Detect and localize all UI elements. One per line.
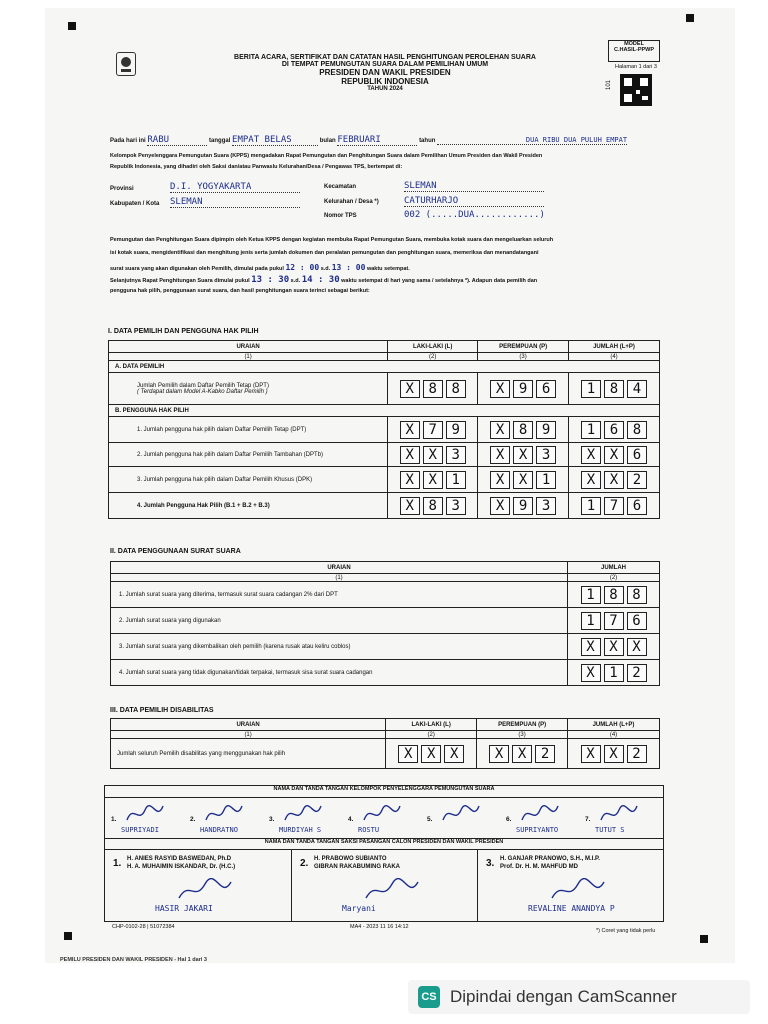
digit-box: X xyxy=(604,446,624,464)
digit-box: 6 xyxy=(627,497,647,515)
saksi-number: 3. xyxy=(486,858,495,869)
digit-box: 7 xyxy=(604,612,624,630)
col-uraian: URAIAN xyxy=(111,562,568,574)
digit-box: X xyxy=(400,471,420,489)
value-boxes xyxy=(478,421,568,439)
col-jumlah: JUMLAH xyxy=(568,562,660,574)
col-num: (2) xyxy=(386,731,477,739)
b-row-label: 3. Jumlah pengguna hak pilih dalam Daftar Pemilih Khusus (DPK) xyxy=(109,467,388,493)
digit-box: 8 xyxy=(627,586,647,604)
digit-box: 3 xyxy=(536,497,556,515)
section-b-title: B. PENGGUNA HAK PILIH xyxy=(109,405,660,417)
corner-marker xyxy=(64,932,72,940)
b-row-label: 4. Jumlah Pengguna Hak Pilih (B.1 + B.2 + B.3) xyxy=(109,493,388,519)
kpps-name: ROSTU xyxy=(358,826,380,834)
paragraph-line-2: isi kotak suara, mengidentifikasi dan menghitung jenis serta jumlah dokumen dan peralatan pemungutan dan penghitungan suara, memeriksa dan menandatangani xyxy=(110,250,539,256)
digit-box: 2 xyxy=(535,745,555,763)
value-boxes xyxy=(568,638,659,656)
value-boxes xyxy=(568,745,659,763)
kpps-number: 5. xyxy=(427,816,433,823)
col-perempuan: PEREMPUAN (P) xyxy=(477,719,568,731)
signature-scribble-icon xyxy=(204,802,244,826)
col-jumlah: JUMLAH (L+P) xyxy=(569,341,660,353)
signature-scribble-icon xyxy=(548,878,608,902)
value-boxes xyxy=(478,471,568,489)
digit-box: X xyxy=(489,745,509,763)
section-1-table xyxy=(108,340,660,519)
candidate-line-2: Prof. Dr. H. M. MAHFUD MD xyxy=(500,864,578,870)
page-info: Halaman 1 dari 3 xyxy=(615,64,657,70)
digit-box: 4 xyxy=(627,380,647,398)
digit-box: X xyxy=(604,638,624,656)
candidate-line-2: GIBRAN RAKABUMING RAKA xyxy=(314,864,400,870)
section-1-title: I. DATA PEMILIH DAN PENGGUNA HAK PILIH xyxy=(108,328,259,335)
digit-box: 1 xyxy=(581,421,601,439)
digit-box: 9 xyxy=(536,421,556,439)
digit-box: X xyxy=(400,497,420,515)
col-laki: LAKI-LAKI (L) xyxy=(388,341,478,353)
value-boxes xyxy=(388,497,477,515)
ballot-row-label: 3. Jumlah surat suara yang dikembalikan oleh pemilih (karena rusak atau keliru coblos) xyxy=(111,634,568,660)
digit-box: 1 xyxy=(581,497,601,515)
col-num: (1) xyxy=(109,353,388,361)
ballot-row-label: 1. Jumlah surat suara yang diterima, termasuk surat suara cadangan 2% dari DPT xyxy=(111,582,568,608)
b-row-label: 1. Jumlah pengguna hak pilih dalam Daftar Pemilih Tetap (DPT) xyxy=(109,417,388,443)
kpps-number: 1. xyxy=(111,816,117,823)
col-num: (2) xyxy=(388,353,478,361)
saksi-name: HASIR JAKARI xyxy=(155,904,213,913)
paragraph-line-1: Pemungutan dan Penghitungan Suara dipimpin oleh Ketua KPPS dengan kegiatan membuka Rapat Pemungutan Suara, membuka kotak suara dan mengeluarkan seluruh xyxy=(110,237,554,243)
section-2-title: II. DATA PENGGUNAAN SURAT SUARA xyxy=(110,548,241,555)
print-code: MA4 - 2023 11 16 14:12 xyxy=(350,924,409,930)
provinsi-value: D.I. YOGYAKARTA xyxy=(170,182,300,193)
kpps-name: MURDIYAH S xyxy=(279,826,322,834)
digit-box: 6 xyxy=(627,446,647,464)
b-row-label: 2. Jumlah pengguna hak pilih dalam Daftar Pemilih Tambahan (DPTb) xyxy=(109,443,388,467)
digit-box: X xyxy=(400,421,420,439)
kpps-signature xyxy=(109,798,185,838)
cut-text: PEMILU PRESIDEN DAN WAKIL PRESIDEN - Hal 1 dari 3 xyxy=(60,957,207,963)
camscanner-watermark xyxy=(408,980,750,1014)
digit-box: X xyxy=(490,471,510,489)
intro-line-2: Republik Indonesia, yang dihadiri oleh Saksi dan/atau Panwaslu Kelurahan/Desa / Pengawas TPS, bertempat di: xyxy=(110,164,403,170)
kecamatan-label: Kecamatan xyxy=(324,184,357,190)
candidate-line-1: H. PRABOWO SUBIANTO xyxy=(314,856,387,862)
kelurahan-value: CATURHARJO xyxy=(404,196,544,207)
digit-box: X xyxy=(604,745,624,763)
digit-box: 8 xyxy=(604,380,624,398)
signature-scribble-icon xyxy=(362,878,422,902)
digit-box: 8 xyxy=(627,421,647,439)
section-3-title: III. DATA PEMILIH DISABILITAS xyxy=(110,707,214,714)
kpps-number: 2. xyxy=(190,816,196,823)
digit-box: X xyxy=(490,421,510,439)
digit-box: 1 xyxy=(536,471,556,489)
value-boxes xyxy=(569,471,659,489)
provinsi-label: Provinsi xyxy=(110,186,134,192)
kpps-name: TUTUT S xyxy=(595,826,625,834)
digit-box: 8 xyxy=(604,586,624,604)
saksi-number: 2. xyxy=(300,858,309,869)
paragraph-line-5: pengguna hak pilih, penggunaan surat suara, dan hasil penghitungan suara terinci sebagai berikut: xyxy=(110,288,370,294)
kpps-row xyxy=(105,798,663,839)
digit-box: X xyxy=(444,745,464,763)
paragraph-line-4: Selanjutnya Rapat Penghitungan Suara dimulai pukul 13 : 30 s.d. 14 : 30 waktu setempat di hari yang sama / setelahnya *). Adapun data pemilih dan xyxy=(110,275,538,285)
disabilitas-row-label: Jumlah seluruh Pemilih disabilitas yang menggunakan hak pilih xyxy=(111,739,386,769)
digit-box: 2 xyxy=(627,745,647,763)
digit-box: 3 xyxy=(536,446,556,464)
saksi-signature xyxy=(291,850,478,922)
section-3-table xyxy=(110,718,660,769)
digit-box: 3 xyxy=(446,497,466,515)
saksi-name: Maryani xyxy=(342,904,376,913)
tps-label: Nomor TPS xyxy=(324,213,357,219)
digit-box: 1 xyxy=(581,586,601,604)
ballot-row-label: 2. Jumlah surat suara yang digunakan xyxy=(111,608,568,634)
value-boxes xyxy=(478,446,568,464)
kpps-name: SUPRIYADI xyxy=(121,826,159,834)
digit-box: X xyxy=(398,745,418,763)
value-boxes xyxy=(569,497,659,515)
corner-marker xyxy=(700,935,708,943)
col-num: (2) xyxy=(568,574,660,582)
ballot-row-label: 4. Jumlah surat suara yang tidak digunakan/tidak terpakai, termasuk sisa surat suara cadangan xyxy=(111,660,568,686)
digit-box: X xyxy=(400,446,420,464)
saksi-row xyxy=(105,850,663,922)
digit-box: X xyxy=(513,471,533,489)
model-box: MODEL C.HASIL-PPWP xyxy=(608,40,660,62)
digit-box: 9 xyxy=(446,421,466,439)
col-uraian: URAIAN xyxy=(111,719,386,731)
paragraph-line-3: surat suara yang akan digunakan oleh Pemilih, dimulai pada pukul 12 : 00 s.d. 13 : 00 waktu setempat. xyxy=(110,263,410,272)
signature-scribble-icon xyxy=(283,802,323,826)
signature-scribble-icon xyxy=(175,878,235,902)
form-code: CHP-0102-28 | 51072384 xyxy=(112,924,175,930)
kpps-signature xyxy=(504,798,580,838)
side-code: 101 xyxy=(606,79,613,91)
value-boxes xyxy=(569,446,659,464)
digit-box: 7 xyxy=(604,497,624,515)
signature-scribble-icon xyxy=(125,802,165,826)
digit-box: X xyxy=(490,497,510,515)
digit-box: 1 xyxy=(604,664,624,682)
col-jumlah: JUMLAH (L+P) xyxy=(568,719,660,731)
col-num: (4) xyxy=(568,731,660,739)
saksi-title: NAMA DAN TANDA TANGAN SAKSI PASANGAN CALON PRESIDEN DAN WAKIL PRESIDEN xyxy=(105,839,663,850)
kpps-signature xyxy=(267,798,343,838)
value-boxes xyxy=(388,380,477,398)
camscanner-logo-icon: CS xyxy=(418,986,440,1008)
value-boxes xyxy=(386,745,476,763)
kpps-number: 6. xyxy=(506,816,512,823)
value-boxes xyxy=(478,497,568,515)
digit-box: 1 xyxy=(581,612,601,630)
saksi-name: REVALINE ANANDYA P xyxy=(528,904,615,913)
digit-box: X xyxy=(423,446,443,464)
signature-scribble-icon xyxy=(441,802,481,826)
digit-box: X xyxy=(581,471,601,489)
col-num: (3) xyxy=(478,353,569,361)
a-row-label: Jumlah Pemilih dalam Daftar Pemilih Tetap (DPT) ( Terdapat dalam Model A-Kabko Daftar Pemilih ) xyxy=(109,373,388,405)
kpps-name: SUPRIYANTO xyxy=(516,826,559,834)
digit-box: 6 xyxy=(627,612,647,630)
kabupaten-value: SLEMAN xyxy=(170,197,300,208)
digit-box: 6 xyxy=(604,421,624,439)
saksi-number: 1. xyxy=(113,858,122,869)
col-num: (1) xyxy=(111,574,568,582)
digit-box: X xyxy=(421,745,441,763)
signature-block xyxy=(104,785,664,922)
digit-box: X xyxy=(581,446,601,464)
digit-box: 9 xyxy=(513,497,533,515)
footnote: *) Coret yang tidak perlu xyxy=(596,928,656,934)
col-laki: LAKI-LAKI (L) xyxy=(386,719,477,731)
digit-box: 8 xyxy=(423,497,443,515)
digit-box: 9 xyxy=(513,380,533,398)
digit-box: 8 xyxy=(423,380,443,398)
value-boxes xyxy=(477,745,567,763)
col-num: (1) xyxy=(111,731,386,739)
digit-box: X xyxy=(490,446,510,464)
kpps-number: 7. xyxy=(585,816,591,823)
signature-scribble-icon xyxy=(520,802,560,826)
signature-scribble-icon xyxy=(599,802,639,826)
kpps-signature xyxy=(188,798,264,838)
date-line: Pada hari ini RABU tanggal EMPAT BELAS bulan FEBRUARI tahun DUA RIBU DUA PULUH EMPAT xyxy=(110,135,628,145)
digit-box: 6 xyxy=(536,380,556,398)
digit-box: X xyxy=(581,745,601,763)
digit-box: 3 xyxy=(446,446,466,464)
candidate-line-1: H. GANJAR PRANOWO, S.H., M.I.P. xyxy=(500,856,600,862)
kpps-number: 4. xyxy=(348,816,354,823)
camscanner-text: Dipindai dengan CamScanner xyxy=(450,987,677,1006)
digit-box: X xyxy=(423,471,443,489)
col-perempuan: PEREMPUAN (P) xyxy=(478,341,569,353)
value-boxes xyxy=(478,380,568,398)
digit-box: X xyxy=(627,638,647,656)
col-uraian: URAIAN xyxy=(109,341,388,353)
value-boxes xyxy=(569,380,659,398)
document-title: BERITA ACARA, SERTIFIKAT DAN CATATAN HASIL PENGHITUNGAN PEROLEHAN SUARA DI TEMPAT PEMUNGUTAN SUARA DALAM PEMILIHAN UMUM PRESIDEN DAN WAKIL PRESIDEN REPUBLIK INDONESIA TAHUN 2024 xyxy=(234,54,536,92)
digit-box: X xyxy=(581,664,601,682)
digit-box: 2 xyxy=(627,471,647,489)
col-num: (4) xyxy=(569,353,660,361)
signature-scribble-icon xyxy=(362,802,402,826)
col-num: (3) xyxy=(477,731,568,739)
value-boxes xyxy=(568,612,659,630)
kabupaten-label: Kabupaten / Kota xyxy=(110,201,160,207)
digit-box: X xyxy=(604,471,624,489)
digit-box: 8 xyxy=(513,421,533,439)
kpps-signature xyxy=(346,798,422,838)
digit-box: X xyxy=(513,446,533,464)
kelurahan-label: Kelurahan / Desa *) xyxy=(324,199,379,205)
qr-code-icon xyxy=(620,74,652,106)
section-2-table xyxy=(110,561,660,686)
kpps-title: NAMA DAN TANDA TANGAN KELOMPOK PENYELENGGARA PEMUNGUTAN SUARA xyxy=(105,786,663,798)
value-boxes xyxy=(388,421,477,439)
corner-marker xyxy=(686,14,694,22)
kpps-signature xyxy=(583,798,659,838)
value-boxes xyxy=(388,446,477,464)
candidate-line-1: H. ANIES RASYID BASWEDAN, Ph.D xyxy=(127,856,232,862)
intro-line-1: Kelompok Penyelenggara Pemungutan Suara (KPPS) mengadakan Rapat Pemungutan dan Penghitungan Suara dalam Pemilihan Umum Presiden dan Wakil Presiden xyxy=(110,153,543,159)
section-a-title: A. DATA PEMILIH xyxy=(109,361,660,373)
digit-box: 8 xyxy=(446,380,466,398)
kpu-logo-icon xyxy=(116,52,136,76)
candidate-line-2: H. A. MUHAIMIN ISKANDAR, Dr. (H.C.) xyxy=(127,864,236,870)
saksi-signature xyxy=(477,850,664,922)
corner-marker xyxy=(68,22,76,30)
kecamatan-value: SLEMAN xyxy=(404,181,544,192)
digit-box: X xyxy=(400,380,420,398)
value-boxes xyxy=(388,471,477,489)
digit-box: 1 xyxy=(446,471,466,489)
kpps-signature xyxy=(425,798,501,838)
value-boxes xyxy=(568,664,659,682)
digit-box: X xyxy=(512,745,532,763)
value-boxes xyxy=(569,421,659,439)
digit-box: X xyxy=(581,638,601,656)
kpps-number: 3. xyxy=(269,816,275,823)
digit-box: X xyxy=(490,380,510,398)
saksi-signature xyxy=(105,850,291,922)
tps-value: 002 (.....DUA............) xyxy=(404,210,545,220)
kpps-name: HANDRATNO xyxy=(200,826,238,834)
value-boxes xyxy=(568,586,659,604)
digit-box: 2 xyxy=(627,664,647,682)
digit-box: 7 xyxy=(423,421,443,439)
digit-box: 1 xyxy=(581,380,601,398)
